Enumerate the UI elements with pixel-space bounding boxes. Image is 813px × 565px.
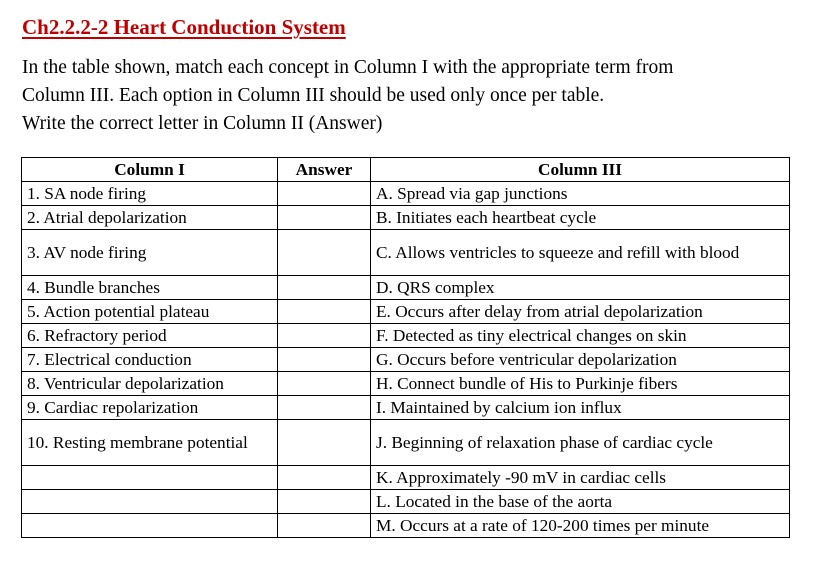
- term-cell: K. Approximately -90 mV in cardiac cells: [371, 466, 790, 490]
- concept-cell: [22, 490, 278, 514]
- term-cell: F. Detected as tiny electrical changes on skin: [371, 324, 790, 348]
- instruction-line-2: Column III. Each option in Column III should be used only once per table.: [22, 85, 605, 106]
- term-cell: A. Spread via gap junctions: [371, 182, 790, 206]
- concept-cell: 7. Electrical conduction: [22, 348, 278, 372]
- concept-cell: 2. Atrial depolarization: [22, 206, 278, 230]
- concept-cell: 10. Resting membrane potential: [22, 420, 278, 466]
- table-row: [22, 348, 790, 372]
- matching-table: [21, 157, 790, 538]
- answer-cell[interactable]: [278, 420, 371, 466]
- concept-cell: 3. AV node firing: [22, 230, 278, 276]
- concept-cell: 9. Cardiac repolarization: [22, 396, 278, 420]
- header-column-i: Column I: [22, 158, 278, 182]
- concept-cell: 8. Ventricular depolarization: [22, 372, 278, 396]
- answer-cell[interactable]: [278, 490, 371, 514]
- answer-cell[interactable]: [278, 182, 371, 206]
- table-row: [22, 466, 790, 490]
- table-row: [22, 206, 790, 230]
- answer-cell[interactable]: [278, 230, 371, 276]
- table-row: [22, 182, 790, 206]
- answer-cell[interactable]: [278, 514, 371, 538]
- answer-cell[interactable]: [278, 300, 371, 324]
- table-row: [22, 490, 790, 514]
- answer-cell[interactable]: [278, 324, 371, 348]
- term-cell: D. QRS complex: [371, 276, 790, 300]
- concept-cell: 6. Refractory period: [22, 324, 278, 348]
- instruction-line-1: In the table shown, match each concept in Column I with the appropriate term from: [22, 57, 674, 78]
- table-row: [22, 420, 790, 466]
- concept-cell: 4. Bundle branches: [22, 276, 278, 300]
- table-row: [22, 514, 790, 538]
- table-row: [22, 396, 790, 420]
- answer-cell[interactable]: [278, 276, 371, 300]
- answer-cell[interactable]: [278, 372, 371, 396]
- table-row: [22, 300, 790, 324]
- header-answer: Answer: [278, 158, 371, 182]
- term-cell: G. Occurs before ventricular depolarization: [371, 348, 790, 372]
- term-cell: L. Located in the base of the aorta: [371, 490, 790, 514]
- table-row: [22, 276, 790, 300]
- term-cell: M. Occurs at a rate of 120-200 times per minute: [371, 514, 790, 538]
- concept-cell: [22, 514, 278, 538]
- instruction-line-3: Write the correct letter in Column II (Answer): [22, 113, 383, 134]
- term-cell: I. Maintained by calcium ion influx: [371, 396, 790, 420]
- concept-cell: [22, 466, 278, 490]
- answer-cell[interactable]: [278, 396, 371, 420]
- header-row: [22, 158, 790, 182]
- term-cell: H. Connect bundle of His to Purkinje fibers: [371, 372, 790, 396]
- term-cell: E. Occurs after delay from atrial depolarization: [371, 300, 790, 324]
- term-cell: C. Allows ventricles to squeeze and refill with blood: [371, 230, 790, 276]
- header-column-iii: Column III: [371, 158, 790, 182]
- answer-cell[interactable]: [278, 466, 371, 490]
- table-row: [22, 372, 790, 396]
- concept-cell: 5. Action potential plateau: [22, 300, 278, 324]
- table-row: [22, 324, 790, 348]
- answer-cell[interactable]: [278, 206, 371, 230]
- page-title: Ch2.2.2-2 Heart Conduction System: [22, 15, 346, 39]
- answer-cell[interactable]: [278, 348, 371, 372]
- table-row: [22, 230, 790, 276]
- term-cell: J. Beginning of relaxation phase of cardiac cycle: [371, 420, 790, 466]
- term-cell: B. Initiates each heartbeat cycle: [371, 206, 790, 230]
- concept-cell: 1. SA node firing: [22, 182, 278, 206]
